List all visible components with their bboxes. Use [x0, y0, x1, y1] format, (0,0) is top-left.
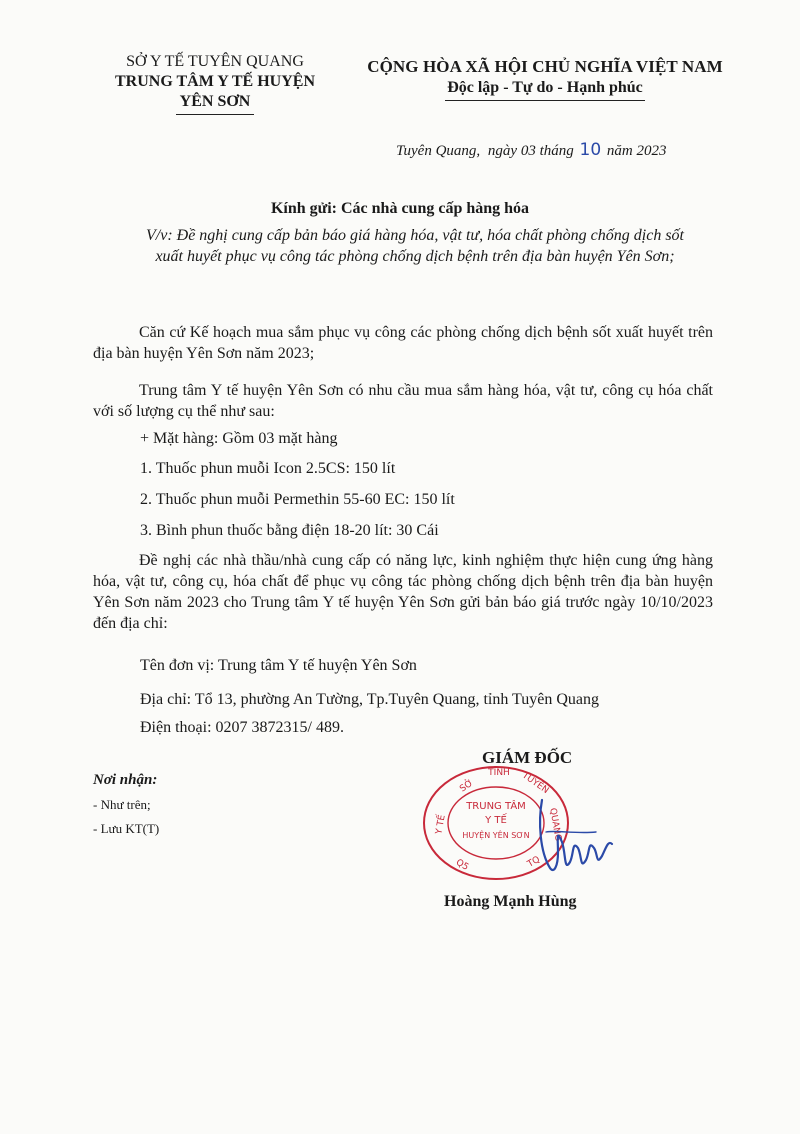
receivers-title: Nơi nhận:	[93, 772, 158, 788]
paragraph-needs	[93, 380, 713, 422]
recipient-line: Kính gửi: Các nhà cung cấp hàng hóa	[270, 200, 530, 217]
motto-underline	[445, 100, 645, 101]
svg-text:SỞ: SỞ	[458, 778, 476, 795]
national-motto: Độc lập - Tự do - Hạnh phúc	[447, 79, 643, 96]
date-year-label: năm	[606, 143, 633, 159]
paragraph-basis-text: Căn cứ Kế hoạch mua sắm phục vụ công các phòng chống dịch bệnh sốt xuất huyết trên địa bàn huyện Yên Sơn năm 2023;	[93, 324, 713, 362]
agency-name: TRUNG TÂM Y TẾ HUYỆN	[114, 73, 316, 90]
svg-text:Q5: Q5	[453, 857, 471, 873]
date-day-label: ngày	[487, 143, 518, 159]
unit-address: Địa chỉ: Tổ 13, phường An Tường, Tp.Tuyên Quang, tỉnh Tuyên Quang	[140, 691, 600, 708]
svg-text:QUANG: QUANG	[547, 807, 563, 843]
svg-text:TQ: TQ	[526, 854, 542, 870]
date-day: 03	[520, 143, 536, 159]
national-title: CỘNG HÒA XÃ HỘI CHỦ NGHĨA VIỆT NAM	[367, 57, 723, 76]
svg-text:Y TẾ: Y TẾ	[434, 814, 448, 836]
date-place: Tuyên Quang,	[396, 143, 481, 159]
stamp-line-1: TRUNG TÂM	[466, 801, 526, 812]
receiver-item: - Lưu KT(T)	[93, 821, 160, 836]
item-2: 2. Thuốc phun muỗi Permethin 55-60 EC: 150 lít	[140, 491, 455, 508]
date-year: 2023	[636, 143, 667, 159]
stamp-line-2: Y TẾ	[485, 815, 507, 826]
date-month-handwritten: 10	[579, 140, 602, 160]
agency-name-line2: YÊN SƠN	[179, 93, 251, 110]
receiver-item: - Như trên;	[93, 797, 151, 812]
paragraph-request-text: Đề nghị các nhà thầu/nhà cung cấp có năng lực, kinh nghiệm thực hiện cung ứng hàng hóa, vật tư, công cụ, hóa chất để phục vụ công tác phòng chống dịch bệnh trên địa bàn huyện Yên Sơn năm 2023 cho Trung tâm Y tế huyện Yên Sơn gửi bản báo giá trước ngày 10/10/2023 đến địa chỉ:	[93, 552, 713, 632]
svg-text:TUYÊN: TUYÊN	[519, 770, 551, 797]
agency-parent: SỞ Y TẾ TUYÊN QUANG	[126, 53, 304, 70]
item-1: 1. Thuốc phun muỗi Icon 2.5CS: 150 lít	[140, 460, 396, 477]
stamp-line-3: HUYỆN YÊN SƠN	[462, 831, 530, 840]
unit-phone: Điện thoại: 0207 3872315/ 489.	[140, 719, 344, 736]
svg-text:TỈNH: TỈNH	[488, 768, 510, 778]
items-header: + Mặt hàng: Gồm 03 mặt hàng	[140, 430, 338, 447]
agency-header	[80, 52, 350, 115]
subject-line: V/v: Đề nghị cung cấp bản báo giá hàng hóa, vật tư, hóa chất phòng chống dịch sốt xuất huyết phục vụ công tác phòng chống dịch bệnh trên địa bàn huyện Yên Sơn;	[146, 227, 684, 265]
item-3: 3. Bình phun thuốc bằng điện 18-20 lít: 30 Cái	[140, 522, 439, 539]
signer-title: GIÁM ĐỐC	[482, 748, 573, 767]
date-month-label: tháng	[539, 143, 574, 159]
signer-name: Hoàng Mạnh Hùng	[444, 893, 577, 910]
national-header	[350, 56, 740, 101]
date-line	[396, 140, 667, 160]
paragraph-request	[93, 550, 713, 634]
handwritten-signature	[536, 792, 616, 882]
paragraph-needs-text: Trung tâm Y tế huyện Yên Sơn có nhu cầu mua sắm hàng hóa, vật tư, công cụ hóa chất với số lượng cụ thể như sau:	[93, 382, 713, 420]
unit-name: Tên đơn vị: Trung tâm Y tế huyện Yên Sơn	[140, 657, 417, 674]
agency-underline	[176, 114, 254, 115]
paragraph-basis	[93, 322, 713, 364]
